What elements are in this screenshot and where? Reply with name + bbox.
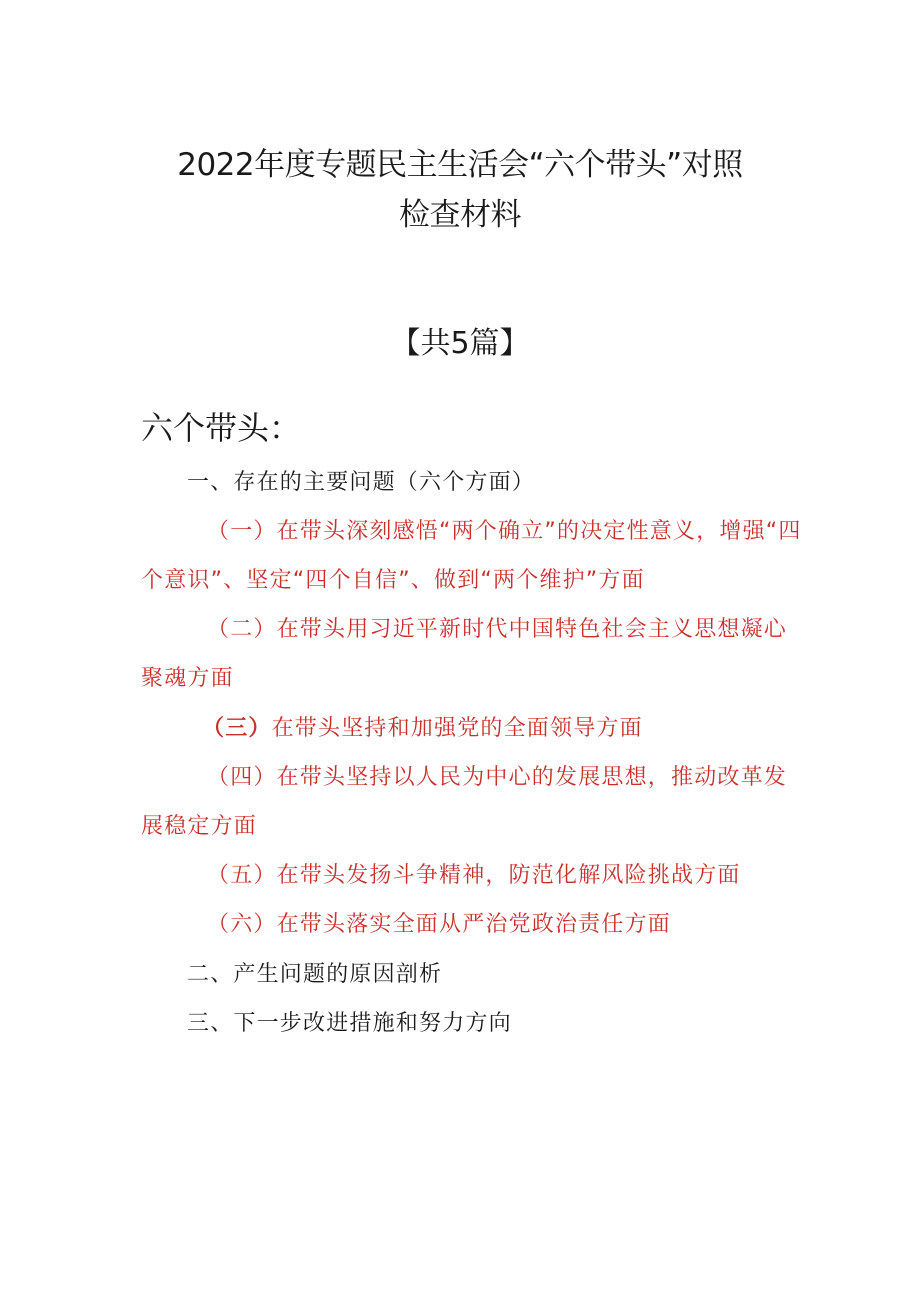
outline-item-3-text: 在带头坚持和加强党的全面领导方面 <box>271 716 643 741</box>
document-title-line-1: 2022年度专题民主生活会“六个带头”对照 <box>177 147 743 183</box>
outline-item-2-line-1: （二）在带头用习近平新时代中国特色社会主义思想凝心 <box>207 617 788 642</box>
outline-heading-2: 二、产生问题的原因剖析 <box>187 962 443 987</box>
outline-item-1-line-1: （一）在带头深刻感悟“两个确立”的决定性意义，增强“四 <box>207 519 802 544</box>
section-heading: 六个带头： <box>141 409 302 447</box>
outline-item-4-line-1: （四）在带头坚持以人民为中心的发展思想，推动改革发 <box>207 765 788 790</box>
outline-item-1-line-2: 个意识”、坚定“四个自信”、做到“两个维护”方面 <box>141 568 645 593</box>
outline-item-4-line-2: 展稳定方面 <box>141 814 258 839</box>
outline-item-3 <box>202 711 643 742</box>
outline-item-6: （六）在带头落实全面从严治党政治责任方面 <box>207 912 672 937</box>
outline-item-2-line-2: 聚魂方面 <box>141 666 234 691</box>
article-count-label: 【共5篇】 <box>390 326 530 361</box>
document-title-line-2: 检查材料 <box>399 197 521 233</box>
outline-item-5: （五）在带头发扬斗争精神，防范化解风险挑战方面 <box>207 863 741 888</box>
outline-item-3-number: （三） <box>202 716 272 741</box>
outline-heading-3: 三、下一步改进措施和努力方向 <box>187 1011 512 1036</box>
outline-heading-1: 一、存在的主要问题（六个方面） <box>187 470 536 495</box>
